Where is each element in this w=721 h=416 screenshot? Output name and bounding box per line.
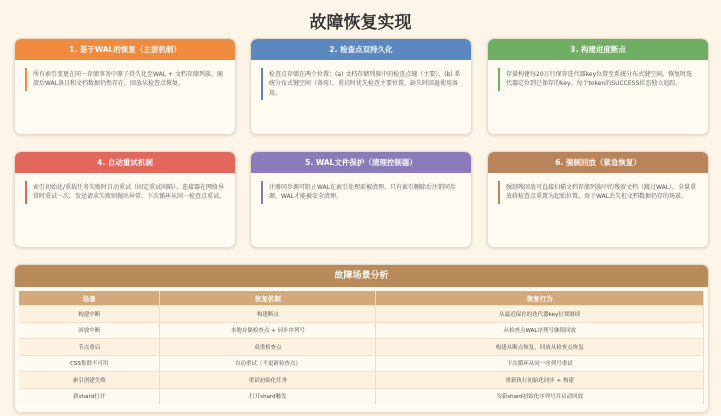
cell-mechanism: 打开shard触发 [160,388,376,404]
card-header: 3. 构建进度断点 [488,39,708,60]
table-row [19,355,704,372]
card-header: 5. WAL文件保护（清理控制器） [251,152,471,173]
cell-behavior: 从最近保存的迭代器key位置继续 [376,306,704,323]
cell-mechanism: 重试初始化任务 [160,372,376,389]
cell-behavior: 下次循环从同一序列号重试 [376,355,704,372]
card-checkpoint-dual [250,38,472,135]
failure-scenario-table [14,264,709,413]
card-wal-protection [250,151,472,248]
table-row [19,372,704,389]
cell-scenario: 索引创建失败 [19,372,160,389]
card-body: 所有索引变更在同一存储事务中原子持久化至WAL + 文档存储列族。崩溃后WAL条目和文档数据仍然存在，回放从检查点恢复。 [25,68,225,91]
card-build-progress [487,38,709,135]
cell-scenario: CSS集群不可用 [19,355,160,372]
card-header: 6. 强制回放（紧急恢复） [488,152,708,173]
header-behavior: 恢复行为 [376,291,704,306]
cell-behavior: 重新执行初始化同步 + 构建 [376,372,704,389]
table-row [19,322,704,339]
cell-behavior: 为新shard初始化序列号并启动回放 [376,388,704,404]
cell-scenario: 构建中断 [19,306,160,323]
cell-scenario: 节点重启 [19,339,160,356]
table-row [19,306,704,323]
cell-scenario: 回放中断 [19,322,160,339]
cell-scenario: 新shard打开 [19,388,160,404]
card-force-replay [487,151,709,248]
card-header: 4. 自动重试机制 [15,152,235,173]
table-row [19,339,704,356]
table-title: 故障场景分析 [15,265,708,287]
card-header: 2. 检查点双持久化 [251,39,471,60]
card-header: 1. 基于WAL的恢复（主要机制） [15,39,235,60]
cell-mechanism: 自动重试（不更新检查点） [160,355,376,372]
table-row [19,388,704,404]
cell-mechanism: 本地存储检查点 + 同步序列号 [160,322,376,339]
scenario-table [19,291,704,404]
cell-behavior: 从检查点WAL序列号继续回放 [376,322,704,339]
header-mechanism: 恢复机制 [160,291,376,306]
card-body: 注册同步源可阻止WAL在索引处理前被清理。只有索引删除后注销同步源，WAL才能被安全清理。 [261,181,461,204]
card-wal-recovery [14,38,236,135]
card-body: 强制残回放可直接扫描文档存储列族中的残留文档（跳过WAL）。全量重放将检查点重置为起始位置。用于WAL丢失但文档数据仍存的场景。 [498,181,698,204]
card-auto-retry [14,151,236,248]
cell-mechanism: 双重检查点 [160,339,376,356]
cell-mechanism: 构建断点 [160,306,376,323]
card-body: 检查点存储在两个位置：(a) 文档存储列族中的检查点键（主要），(b) 系统分布式键空间（备用）。重启时优先检查主要位置，缺失时回退使用备用。 [261,68,461,100]
card-body: 索引初始化/重载任务失败时自动重试（固定重试间隔）。连接器在网络异常时重试一次。发送请求失败则抛出异常，下次循环从同一检查点重试。 [25,181,225,204]
card-body: 存量构建每20万行保存迭代器key位置至系统分布式键空间。恢复时迭代器定位到已保存的key。每个token的SUCCESS状态独立追踪。 [498,68,698,91]
cell-behavior: 构建从断点恢复，回放从检查点恢复 [376,339,704,356]
page-title: 故障恢复实现 [309,13,412,33]
header-scenario: 场景 [19,291,160,306]
table-header-row [19,291,704,306]
